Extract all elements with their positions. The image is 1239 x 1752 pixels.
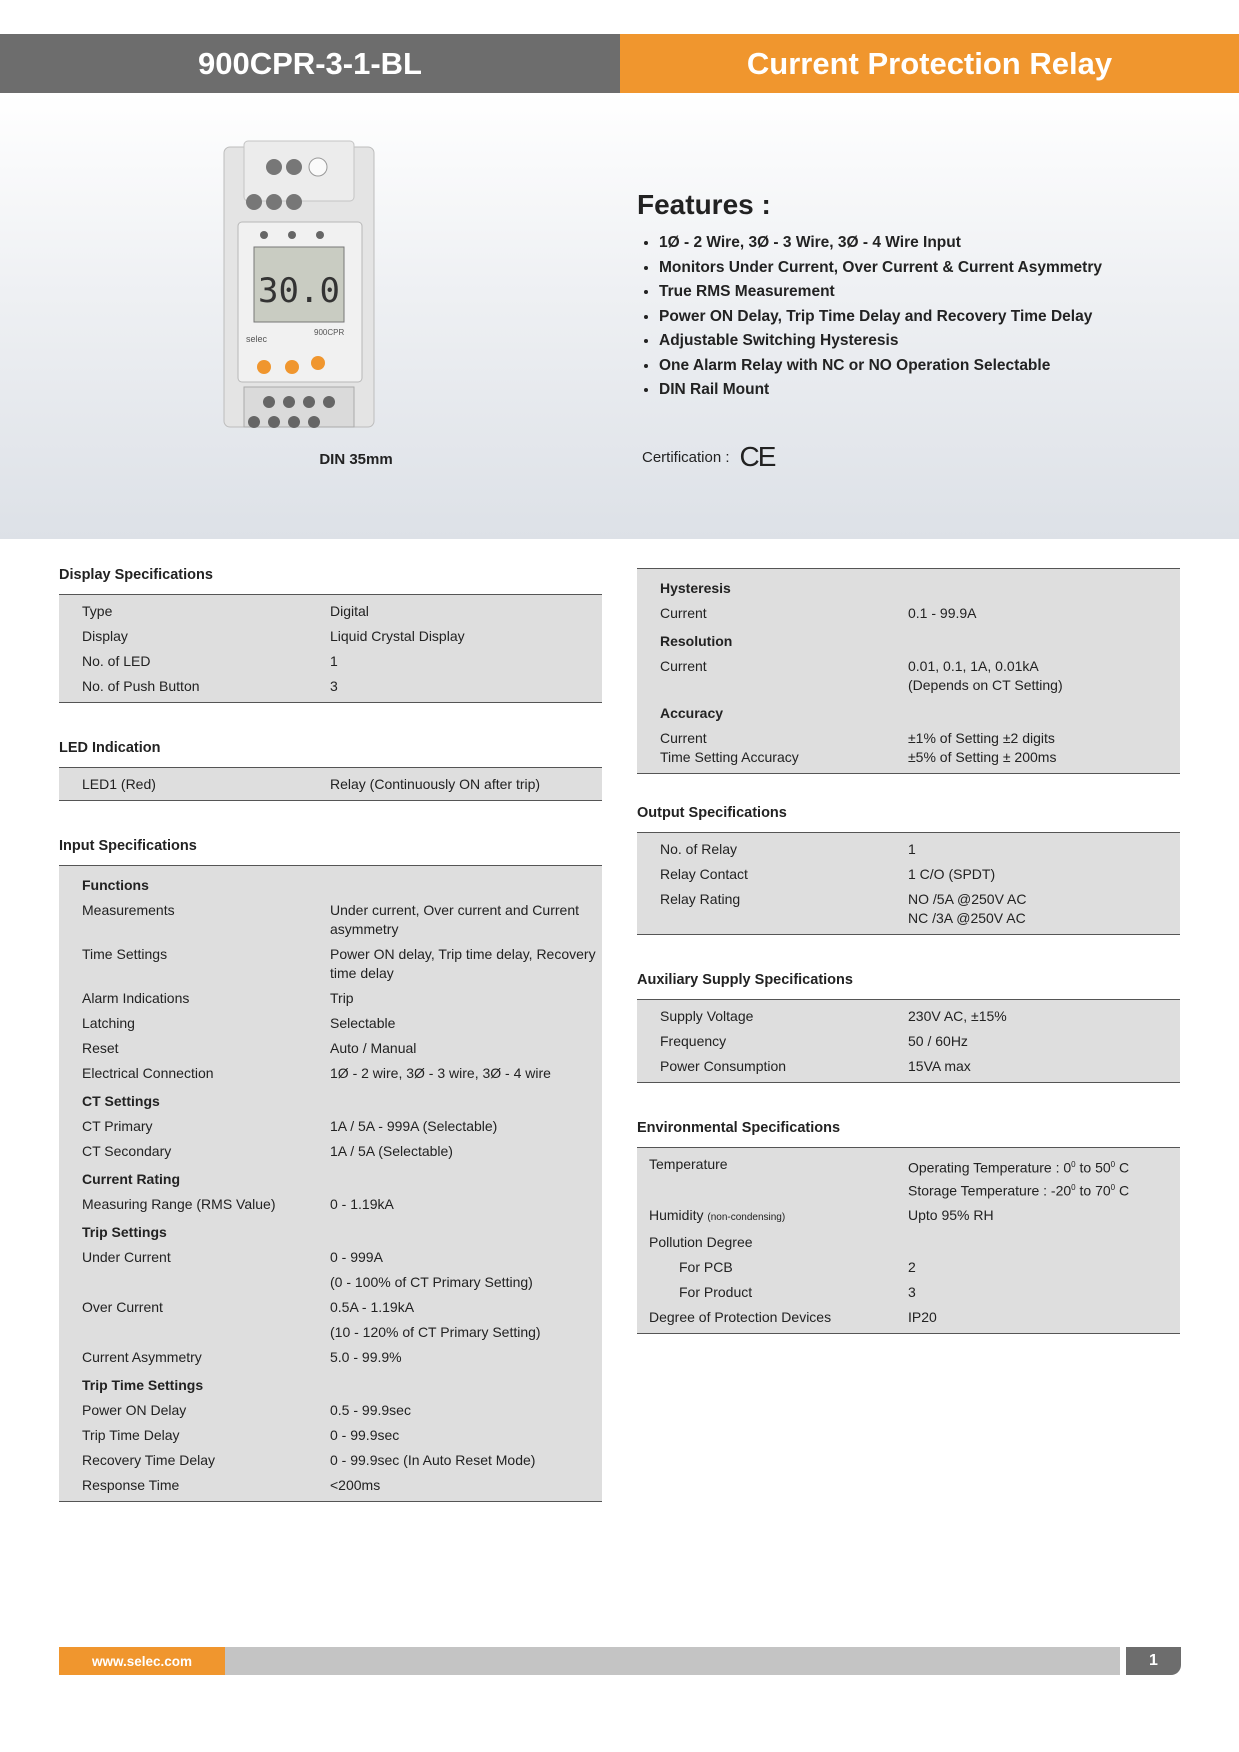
subheading: Current Rating — [82, 1171, 180, 1187]
table-row: Trip Time Delay 0 - 99.9sec — [82, 1427, 400, 1443]
model-number: 900CPR-3-1-BL — [0, 34, 620, 93]
table-row: Frequency 50 / 60Hz — [660, 1033, 968, 1049]
table-row: Current Asymmetry 5.0 - 99.9% — [82, 1349, 402, 1365]
table-row: Latching Selectable — [82, 1015, 396, 1031]
table-row: Under Current 0 - 999A — [82, 1249, 383, 1265]
table-row: CT Primary 1A / 5A - 999A (Selectable) — [82, 1118, 498, 1134]
led-title: LED Indication — [59, 740, 161, 756]
aux-spec-title: Auxiliary Supply Specifications — [637, 972, 853, 988]
table-row: For Product 3 — [679, 1284, 916, 1301]
model-label: 900CPR — [314, 328, 345, 337]
page-header — [0, 34, 1239, 93]
table-row: Alarm Indications Trip — [82, 990, 354, 1006]
feature-item: • Monitors Under Current, Over Current & Current Asymmetry — [659, 256, 1197, 281]
page-number: 1 — [1126, 1647, 1181, 1675]
features-heading: Features : — [637, 189, 771, 220]
table-row: No. of Relay 1 — [660, 841, 916, 857]
table-row: Response Time <200ms — [82, 1477, 381, 1493]
table-row: Reset Auto / Manual — [82, 1040, 417, 1056]
table-row: Power Consumption 15VA max — [660, 1058, 971, 1074]
table-row: Relay Rating NO /5A @250V AC NC /3A @250V AC — [660, 891, 1027, 926]
certification — [642, 441, 774, 473]
accuracy-table — [637, 568, 1180, 774]
subheading: Trip Time Settings — [82, 1377, 204, 1393]
feature-item: • Power ON Delay, Trip Time Delay and Recovery Time Delay — [659, 305, 1197, 330]
subheading: Trip Settings — [82, 1224, 167, 1240]
table-row: Recovery Time Delay 0 - 99.9sec (In Auto Reset Mode) — [82, 1452, 536, 1468]
env-spec-title: Environmental Specifications — [637, 1120, 841, 1136]
table-row: Time Setting Accuracy ±5% of Setting ± 200ms — [660, 749, 1057, 765]
features-block — [637, 189, 1197, 403]
product-image — [214, 137, 384, 437]
aux-spec-table — [637, 999, 1180, 1083]
table-row: Measuring Range (RMS Value) 0 - 1.19kA — [82, 1196, 394, 1212]
table-row: Relay Contact 1 C/O (SPDT) — [660, 866, 996, 882]
subheading: CT Settings — [82, 1093, 160, 1109]
table-row: Type Digital — [82, 603, 369, 619]
subheading: Resolution — [660, 633, 733, 649]
features-list — [637, 231, 1197, 403]
table-row: Current 0.01, 0.1, 1A, 0.01kA (Depends on CT Setting) — [660, 658, 1063, 693]
table-row: No. of Push Button 3 — [82, 678, 338, 694]
table-row: LED1 (Red) Relay (Continuously ON after trip) — [82, 776, 541, 792]
feature-item: • 1Ø - 2 Wire, 3Ø - 3 Wire, 3Ø - 4 Wire Input — [659, 231, 1197, 256]
table-row: CT Secondary 1A / 5A (Selectable) — [82, 1143, 453, 1159]
table-row: For PCB 2 — [679, 1259, 916, 1276]
feature-item: • True RMS Measurement — [659, 280, 1197, 305]
product-title: Current Protection Relay — [620, 34, 1239, 93]
product-caption: DIN 35mm — [319, 451, 393, 468]
right-column — [637, 568, 1180, 1368]
feature-item: • DIN Rail Mount — [659, 378, 1197, 403]
table-row: Degree of Protection Devices IP20 — [649, 1309, 937, 1326]
left-column — [59, 564, 602, 1536]
display-spec-title: Display Specifications — [59, 567, 213, 583]
hero-section — [0, 93, 1239, 539]
table-row: Current ±1% of Setting ±2 digits — [660, 730, 1055, 746]
ce-mark-icon: CE — [739, 441, 775, 472]
display-spec-table — [59, 594, 602, 703]
table-row: Humidity (non-condensing) Upto 95% RH — [649, 1207, 994, 1224]
table-row: No. of LED 1 — [82, 653, 338, 669]
page-footer — [59, 1647, 1181, 1675]
table-row: Over Current 0.5A - 1.19kA — [82, 1299, 415, 1315]
env-spec-table — [637, 1147, 1180, 1334]
subheading: Hysteresis — [660, 580, 731, 596]
table-row: Pollution Degree — [649, 1234, 753, 1251]
table-row: Time Settings Power ON delay, Trip time delay, Recovery time delay — [82, 946, 596, 981]
input-spec-table — [59, 865, 602, 1502]
feature-item: • One Alarm Relay with NC or NO Operation Selectable — [659, 354, 1197, 379]
table-row: Current 0.1 - 99.9A — [660, 605, 977, 621]
lcd-reading: 30.0 — [258, 271, 340, 311]
footer-bar — [225, 1647, 1120, 1675]
subheading: Functions — [82, 877, 149, 893]
output-spec-table — [637, 832, 1180, 935]
table-row: (10 - 120% of CT Primary Setting) — [330, 1324, 541, 1340]
table-row: Display Liquid Crystal Display — [82, 628, 465, 644]
table-row: Temperature Operating Temperature : $0^0$ to $50^0$ C Storage Temperature : $-20^0$ to $70^0$ C — [649, 1156, 1130, 1199]
led-table — [59, 767, 602, 801]
table-row: Electrical Connection 1Ø - 2 wire, 3Ø - 3 wire, 3Ø - 4 wire — [82, 1065, 551, 1081]
feature-item: • Adjustable Switching Hysteresis — [659, 329, 1197, 354]
table-row: (0 - 100% of CT Primary Setting) — [330, 1274, 533, 1290]
website-link[interactable]: www.selec.com — [59, 1647, 225, 1675]
table-row: Measurements Under current, Over current and Current asymmetry — [82, 902, 579, 937]
output-spec-title: Output Specifications — [637, 805, 787, 821]
certification-label: Certification : — [642, 448, 730, 466]
subheading: Accuracy — [660, 705, 724, 721]
input-spec-title: Input Specifications — [59, 838, 197, 854]
table-row: Power ON Delay 0.5 - 99.9sec — [82, 1402, 411, 1418]
table-row: Supply Voltage 230V AC, ±15% — [660, 1008, 1007, 1024]
brand-label: selec — [246, 334, 268, 344]
